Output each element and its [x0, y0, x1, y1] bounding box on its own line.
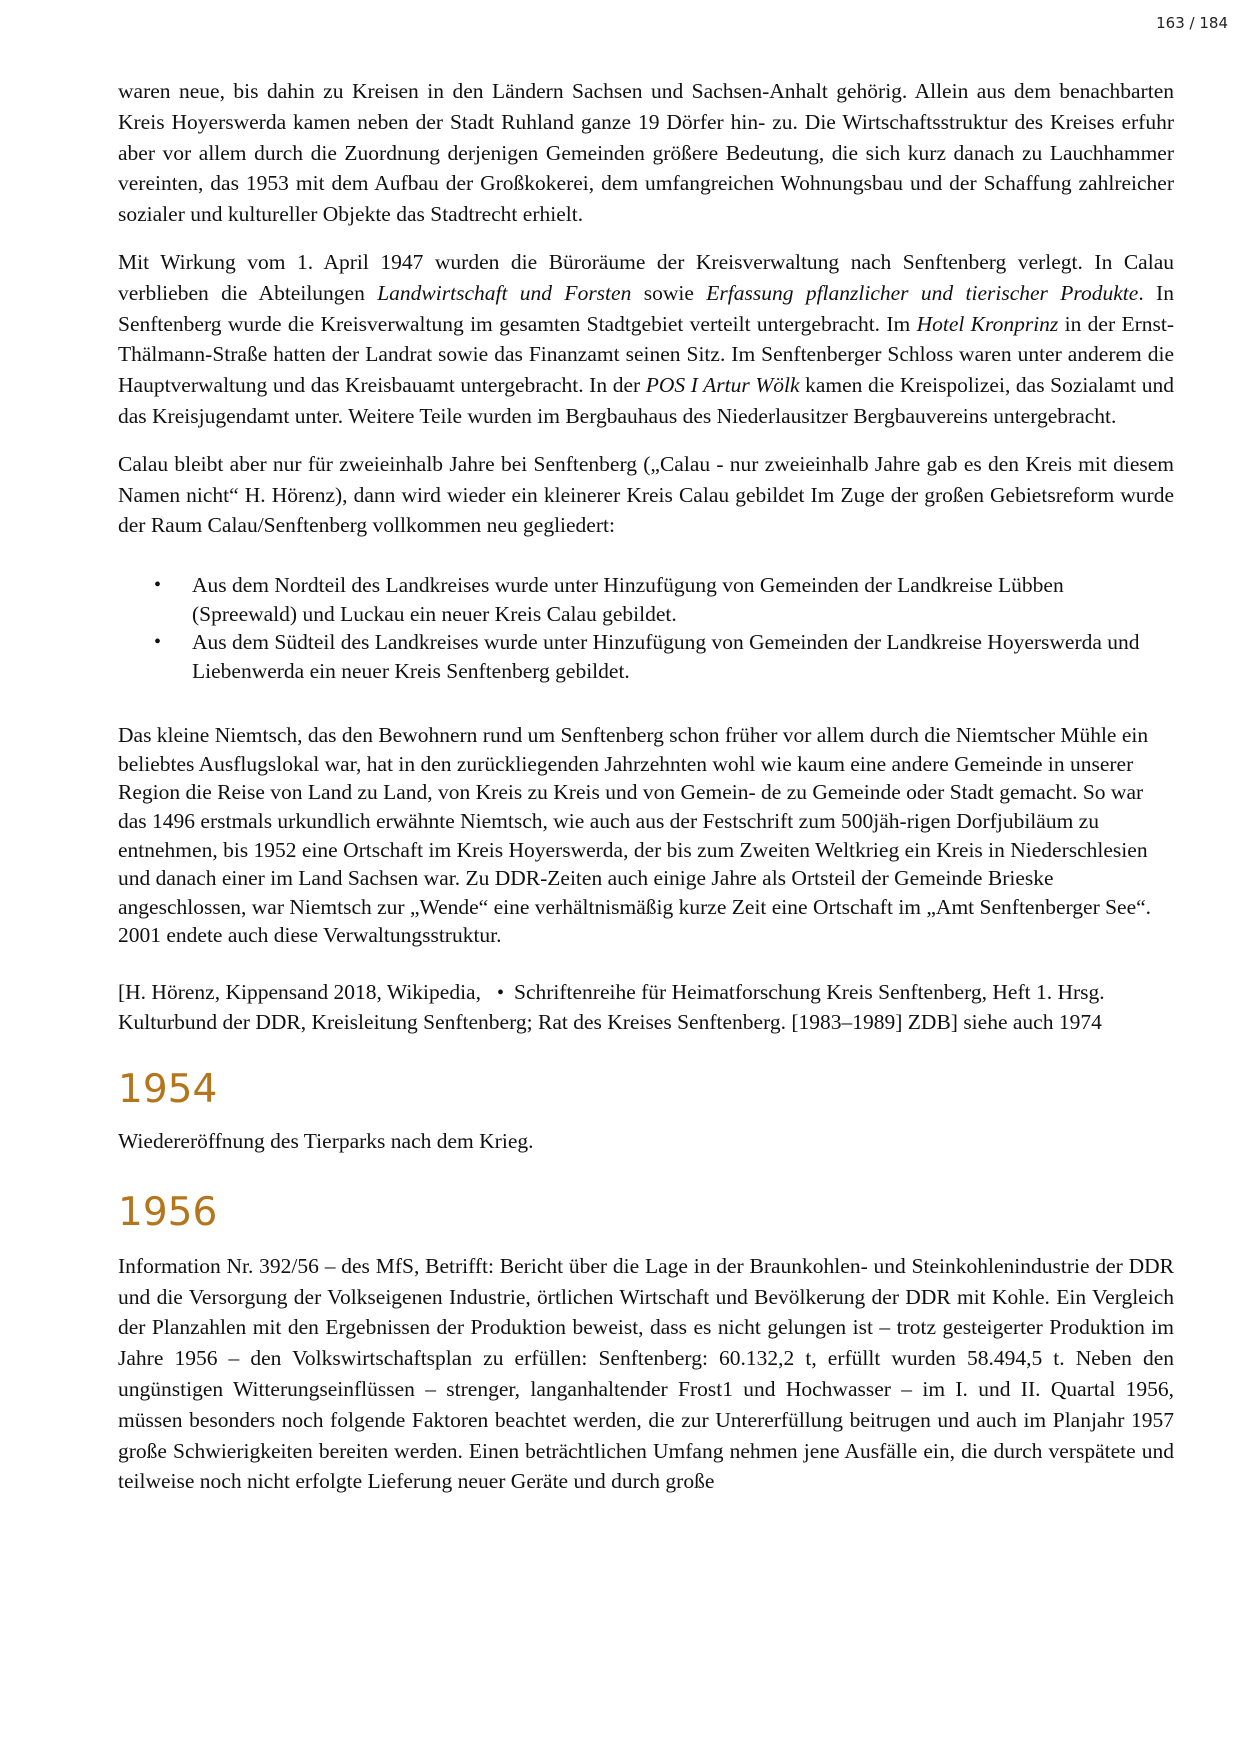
list-item-text: Aus dem Südteil des Landkreises wurde unter Hinzufügung von Gemeinden der Landkreise Hoyerswerda und Liebenwerda ein neuer Kreis Senftenberg gebildet.: [192, 630, 1140, 683]
italic-abteilung-erfassung: Erfassung pflanzlicher und tierischer Produkte: [706, 280, 1139, 305]
page-number: 163 / 184: [1156, 14, 1228, 32]
document-body: [118, 76, 1174, 1497]
italic-abteilung-landwirtschaft: Landwirtschaft und Forsten: [377, 280, 632, 305]
list-item: [118, 571, 1174, 628]
paragraph-kreise: waren neue, bis dahin zu Kreisen in den Ländern Sachsen und Sachsen-Anhalt gehörig. Allein aus dem benachbarten Kreis Hoyerswerda kamen neben der Stadt Ruhland ganze 19 Dörfer hin- zu. Die Wirtschaftsstruktur des Kreises erfuhr aber vor allem durch die Zuordnung derjenigen Gemeinden größere Bedeutung, die sich kurz danach zu Lauchhammer vereinten, das 1953 mit dem Aufbau der Großkokerei, dem umfangreichen Wohnungsbau und der Schaffung zahlreicher sozialer und kultureller Objekte das Stadtrecht erhielt.: [118, 79, 1174, 227]
source-text-part2: Schriftenreihe für Heimatforschung Kreis Senftenberg, Heft 1. Hrsg. Kulturbund der DDR, Kreisleitung Senftenberg; Rat des Kreises Senftenberg. [1983–1989] ZDB] siehe auch 1974: [118, 979, 1105, 1034]
source-citation: [118, 978, 1174, 1036]
section-heading-1954: 1954: [118, 1067, 218, 1113]
text-run: in der Ernst-Thälmann-Straße hatten der Landrat sowie das Finanzamt seinen Sitz. Im Senftenberger Schloss waren unter anderem die Hauptverwaltung und das Kreisbauamt untergebracht. In der: [118, 311, 1175, 398]
paragraph-1956: Information Nr. 392/56 – des MfS, Betrifft: Bericht über die Lage in der Braunkohlen- und Steinkohlenindustrie der DDR und die Versorgung der Volkseigenen Industrie, örtlichen Wirtschaft und Bevölkerung der DDR mit Kohle. Ein Vergleich der Planzahlen mit den Ergebnissen der Produktion beweist, dass es nicht gelungen ist – trotz gesteigerter Produktion im Jahre 1956 – den Volkswirtschaftsplan zu erfüllen: Senftenberg: 60.132,2 t, erfüllt wurden 58.494,5 t. Neben den ungünstigen Witterungseinflüssen – strenger, langanhaltender Frost1 und Hochwasser – im I. und II. Quartal 1956, müssen besonders noch folgende Faktoren beachtet werden, die zur Untererfüllung beitrugen und auch im Planjahr 1957 große Schwierigkeiten bereiten werden. Einen beträchtlichen Umfang nehmen jene Ausfälle ein, die durch verspätete und teilweise noch nicht erfolgte Lieferung neuer Geräte und durch große: [118, 1253, 1174, 1494]
text-run: sowie: [631, 280, 707, 305]
section-heading-1956: 1956: [118, 1189, 218, 1235]
paragraph-niemtsch: Das kleine Niemtsch, das den Bewohnern rund um Senftenberg schon früher vor allem durch die Niemtscher Mühle ein beliebtes Ausflugslokal war, hat in den zurückliegenden Jahrzehnten wohl wie kaum eine andere Gemeinde in unserer Region die Reise von Land zu Land, von Kreis zu Kreis und von Gemein- de zu Gemeinde oder Stadt gemacht. So war das 1496 erstmals urkundlich erwähnte Niemtsch, wie auch aus der Festschrift zum 500jäh-rigen Dorfjubiläum zu entnehmen, bis 1952 eine Ortschaft im Kreis Hoyerswerda, der bis zum Zweiten Weltkrieg ein Kreis in Niederschlesien und danach einer im Land Sachsen war. Zu DDR-Zeiten auch einige Jahre als Ortsteil der Gemeinde Brieske angeschlossen, war Niemtsch zur „Wende“ eine verhältnismäßig kurze Zeit eine Ortschaft im „Amt Senftenberger See“. 2001 endete auch diese Verwaltungsstruktur.: [118, 723, 1152, 948]
text-run: . In Senftenberg wurde die Kreisverwaltung im gesamten Stadtgebiet verteilt untergebracht. Im: [118, 280, 1174, 336]
paragraph-calau: Calau bleibt aber nur für zweieinhalb Jahre bei Senftenberg („Calau - nur zweieinhalb Jahre gab es den Kreis mit diesem Namen nicht“ H. Hörenz), dann wird wieder ein kleinerer Kreis Calau gebildet Im Zuge der großen Gebietsreform wurde der Raum Calau/Senftenberg vollkommen neu gegliedert:: [118, 451, 1174, 538]
paragraph-1954: Wiedereröffnung des Tierparks nach dem Krieg.: [118, 1129, 534, 1154]
list-item-text: Aus dem Nordteil des Landkreises wurde unter Hinzufügung von Gemeinden der Landkreise Lübben (Spreewald) und Luckau ein neuer Kreis Calau gebildet.: [192, 573, 1064, 626]
source-text-part1: [H. Hörenz, Kippensand 2018, Wikipedia,: [118, 979, 481, 1004]
text-run: kamen die Kreispolizei, das Sozialamt und das Kreisjugendamt unter. Weitere Teile wurden im Bergbauhaus des Niederlausitzer Bergbauvereins untergebracht.: [118, 373, 1174, 428]
list-item: [118, 628, 1174, 685]
text-run: Mit Wirkung vom 1. April 1947 wurden die Büroräume der Kreisverwaltung nach Senftenberg verlegt. In Calau verblieben die Abteilungen: [118, 249, 1174, 305]
bullet-list: [118, 571, 1174, 685]
paragraph-kreisverwaltung: [118, 247, 1174, 432]
bullet-icon: •: [496, 981, 504, 1004]
bullet-icon: •: [154, 631, 162, 654]
bullet-icon: •: [154, 574, 162, 597]
italic-hotel-kronprinz: Hotel Kronprinz: [916, 311, 1059, 336]
italic-pos-artur-woelk: POS I Artur Wölk: [645, 373, 800, 398]
